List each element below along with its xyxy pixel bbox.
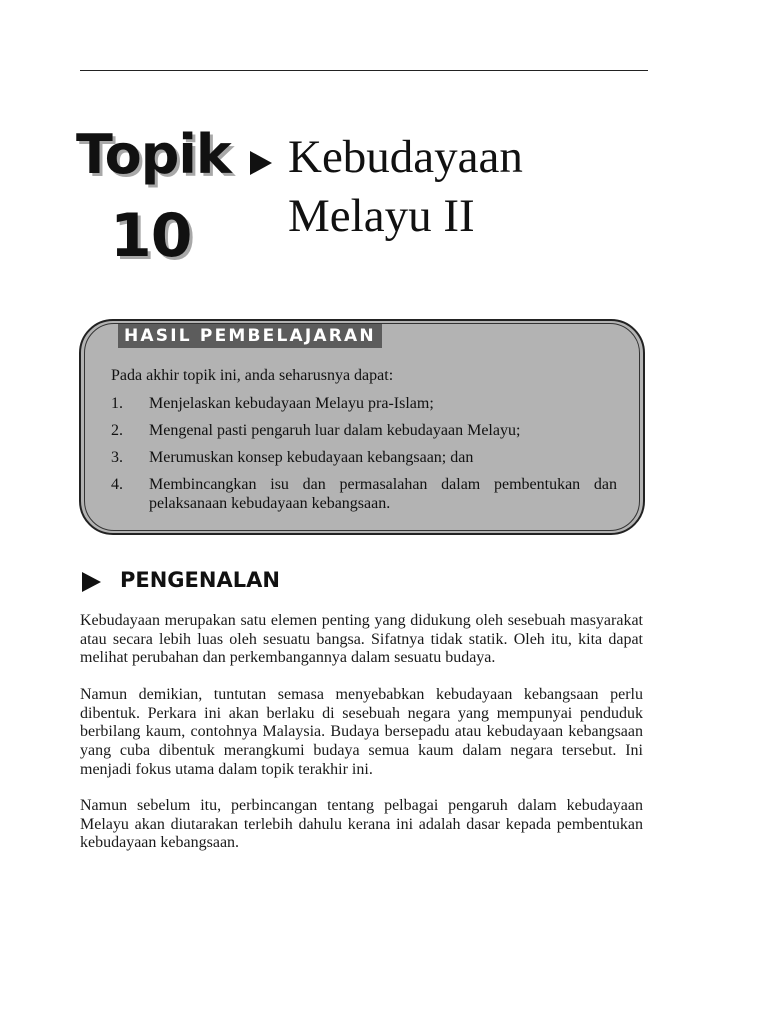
list-item-text: Mengenal pasti pengaruh luar dalam kebudayaan Melayu; (149, 422, 521, 439)
right-triangle-icon (250, 151, 272, 175)
list-item (111, 475, 617, 513)
section-heading: PENGENALAN (120, 568, 280, 592)
learning-outcomes-intro: Pada akhir topik ini, anda seharusnya dapat: (111, 367, 394, 384)
paragraph: Namun demikian, tuntutan semasa menyebabkan kebudayaan kebangsaan perlu dibentuk. Perkara ini akan berlaku di sesebuah negara yang mempunyai penduduk berbilang kaum, contohnya Malaysia. Budaya bersepadu atau kebudayaan kebangsaan yang cuba dibentuk merangkumi budaya semua kaum dalam negara tersebut. Ini menjadi fokus utama dalam topik terakhir ini. (80, 686, 643, 778)
page-title-line-2: Melayu II (288, 190, 475, 242)
topic-label: Topik (76, 123, 231, 186)
page-title-line-1: Kebudayaan (288, 131, 523, 183)
list-item-text: Menjelaskan kebudayaan Melayu pra-Islam; (149, 395, 434, 412)
paragraph: Kebudayaan merupakan satu elemen penting yang didukung oleh sesebuah masyarakat atau secara lebih luas oleh sesuatu bangsa. Sifatnya tidak statik. Oleh itu, kita dapat melihat perubahan dan perkembangannya dalam sesuatu budaya. (80, 612, 643, 667)
paragraph: Namun sebelum itu, perbincangan tentang pelbagai pengaruh dalam kebudayaan Melayu akan diutarakan terlebih dahulu kerana ini adalah dasar kepada pembentukan kebudayaan kebangsaan. (80, 797, 643, 852)
top-rule (80, 70, 648, 71)
list-item-text: Merumuskan konsep kebudayaan kebangsaan; dan (149, 449, 474, 466)
topic-number: 10 (110, 201, 192, 271)
list-item-text: Membincangkan isu dan permasalahan dalam pembentukan dan pelaksanaan kebudayaan kebangsaan. (149, 476, 617, 512)
list-item (111, 421, 617, 440)
list-item-number: 4. (111, 476, 123, 493)
list-item-number: 2. (111, 422, 123, 439)
list-item-number: 1. (111, 395, 123, 412)
list-item-number: 3. (111, 449, 123, 466)
list-item (111, 394, 617, 413)
learning-outcomes-label: HASIL PEMBELAJARAN (118, 324, 382, 348)
right-triangle-icon (82, 572, 101, 592)
list-item (111, 448, 617, 467)
